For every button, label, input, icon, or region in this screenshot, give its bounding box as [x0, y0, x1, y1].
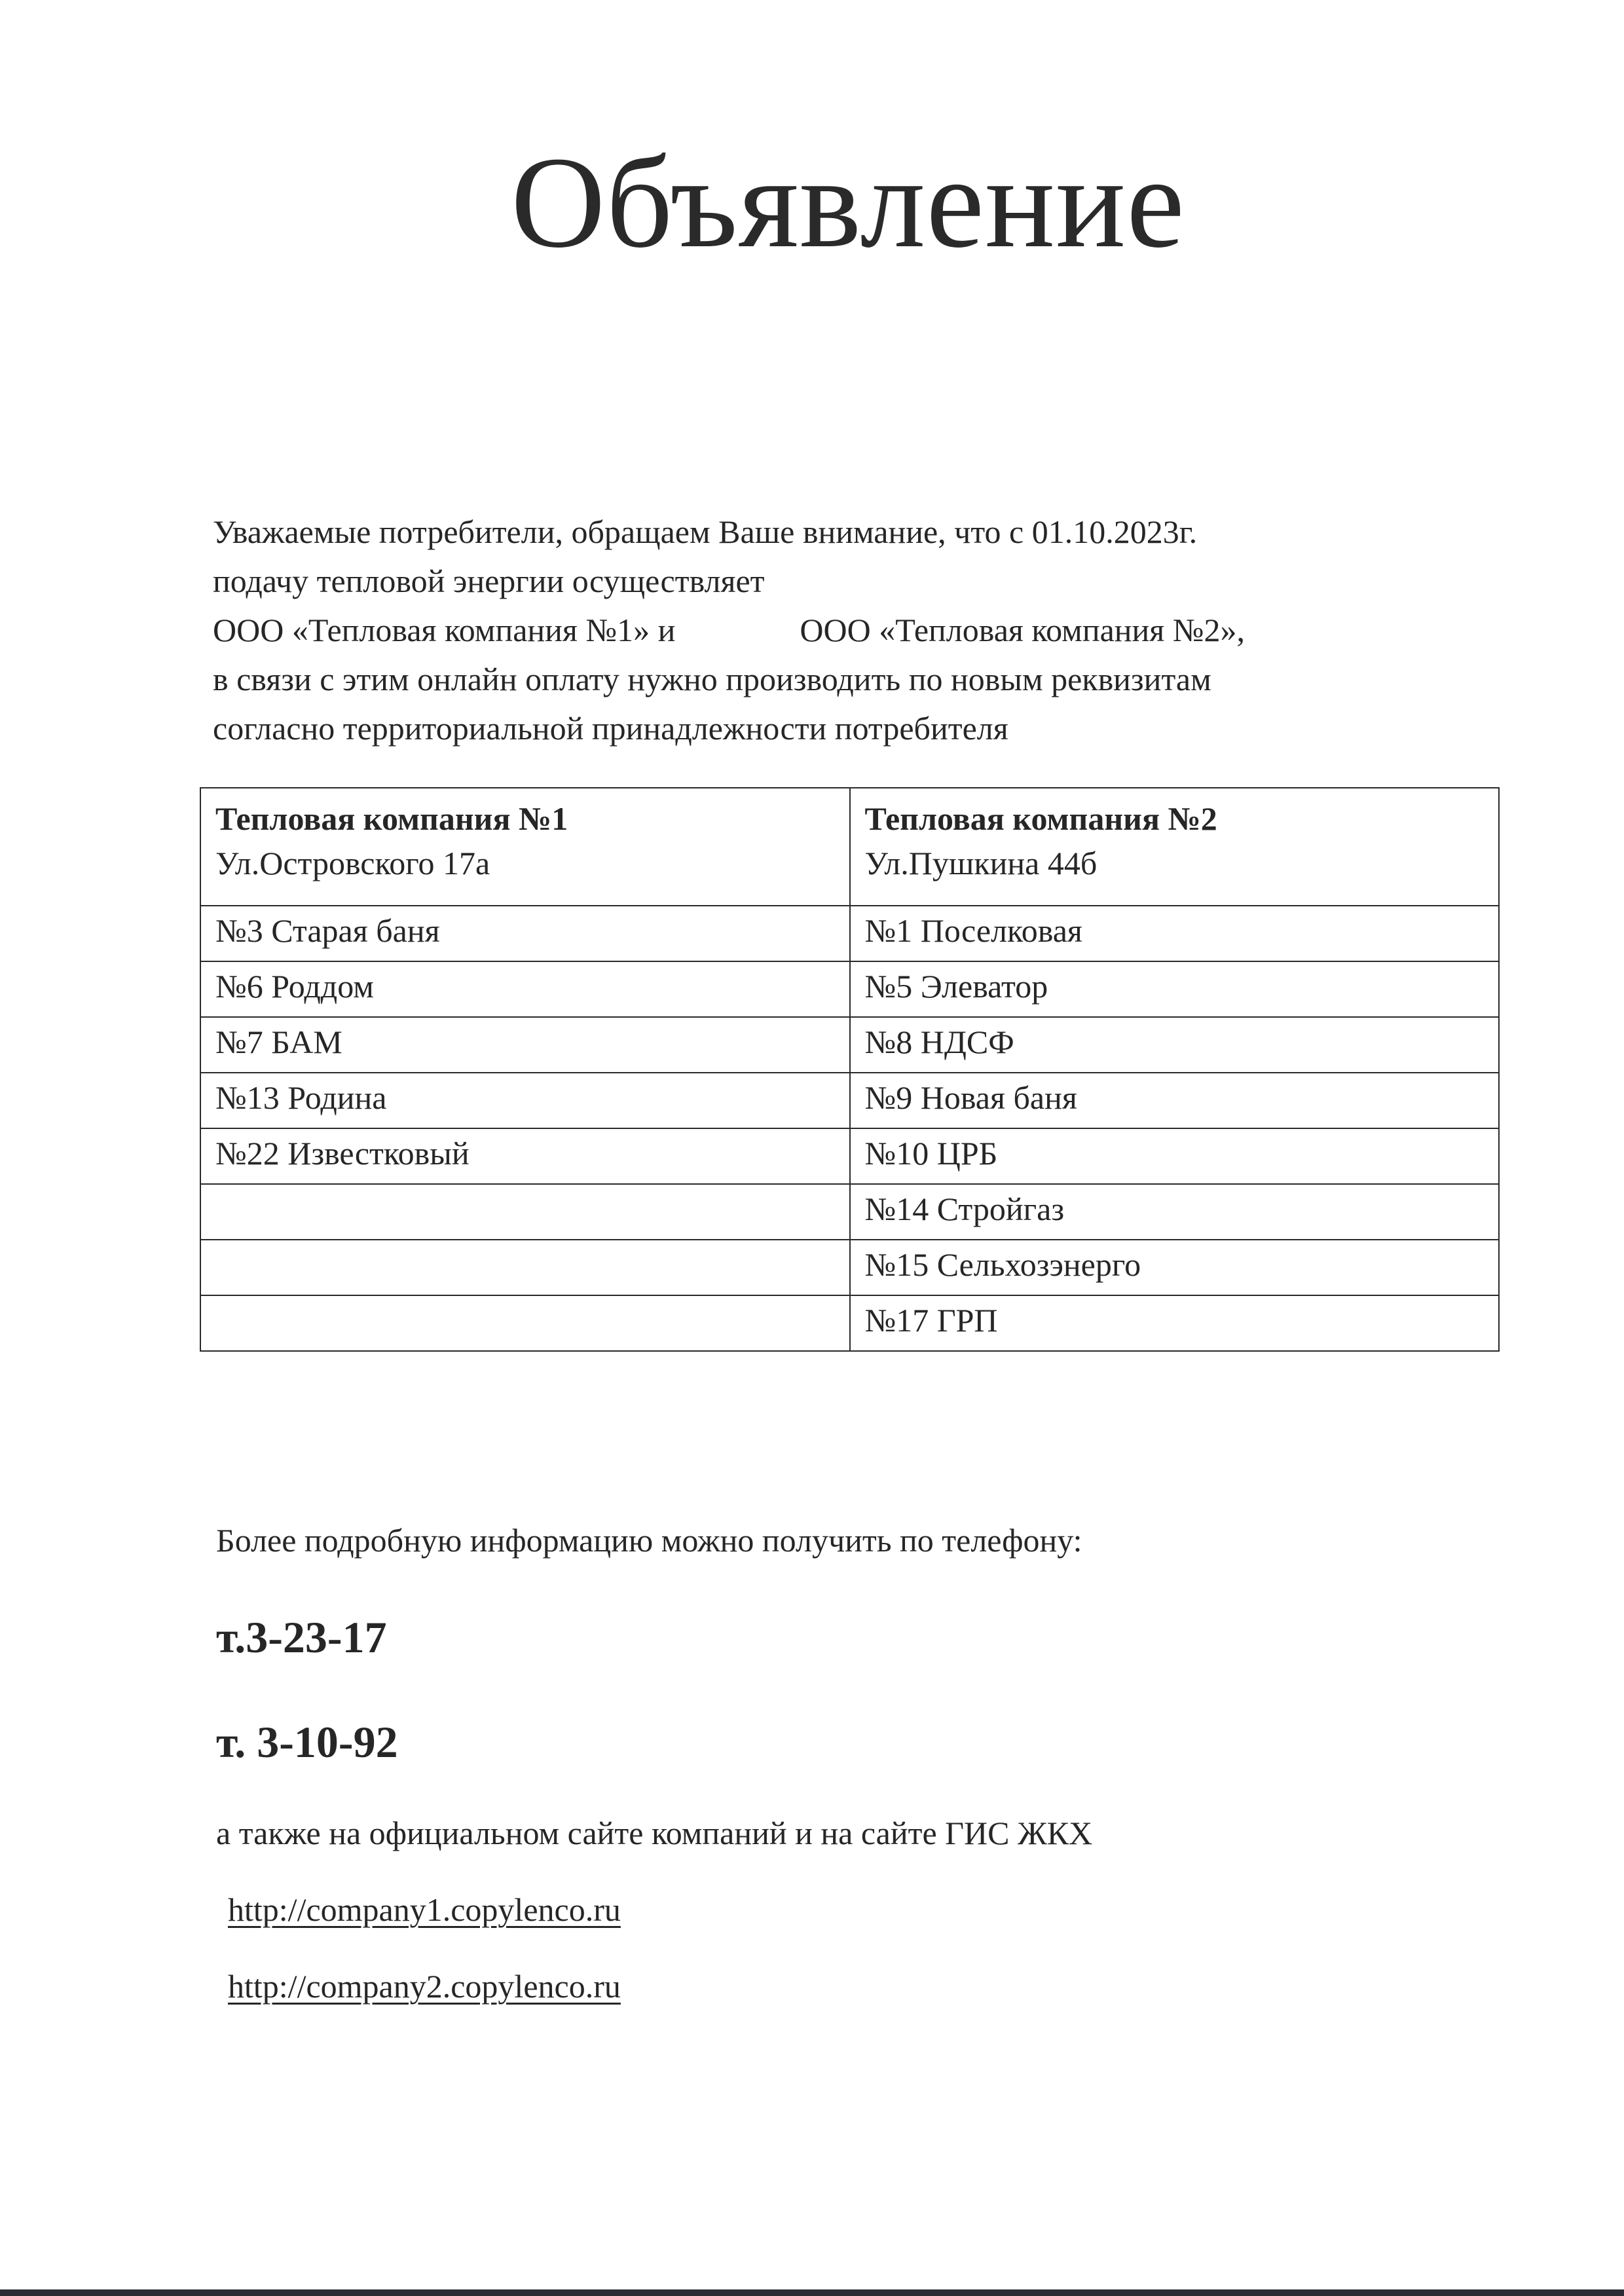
more-info-text: Более подробную информацию можно получить по телефону: [216, 1522, 1082, 1559]
scan-border [0, 2289, 1624, 2296]
phone-number: т.3-23-17 [216, 1612, 387, 1662]
table-cell: №5 Элеватор [850, 961, 1500, 1017]
table-cell: №15 Сельхозэнерго [850, 1240, 1500, 1295]
table-row [200, 1240, 1499, 1295]
company-name: Тепловая компания №2 [864, 800, 1217, 837]
table-cell [200, 1184, 850, 1240]
intro-line: согласно территориальной принадлежности потребителя [213, 710, 1008, 747]
table-row [200, 1184, 1499, 1240]
intro-companies-line [213, 606, 1522, 655]
table-cell: №6 Роддом [200, 961, 850, 1017]
intro-line: подачу тепловой энергии осуществляет [213, 563, 765, 599]
websites-text: а также на официальном сайте компаний и на сайте ГИС ЖКХ [216, 1815, 1093, 1851]
company-address: Ул.Пушкина 44б [864, 845, 1098, 881]
company-2-link[interactable]: http://company2.copylenco.ru [228, 1968, 621, 2005]
company-1-header [200, 788, 850, 906]
company-address: Ул.Островского 17а [215, 845, 490, 881]
table-cell: №14 Стройгаз [850, 1184, 1500, 1240]
company-2-header [850, 788, 1500, 906]
table-cell: №13 Родина [200, 1073, 850, 1128]
table-cell [200, 1240, 850, 1295]
table-cell: №7 БАМ [200, 1017, 850, 1073]
contacts-section [216, 1516, 1526, 2011]
company-1-link[interactable]: http://company1.copylenco.ru [228, 1891, 621, 1928]
table-cell: №1 Поселковая [850, 906, 1500, 961]
table-row [200, 906, 1499, 961]
table-cell: №8 НДСФ [850, 1017, 1500, 1073]
intro-company-2: ООО «Тепловая компания №2», [800, 612, 1245, 648]
table-row [200, 961, 1499, 1017]
table-cell: №10 ЦРБ [850, 1128, 1500, 1184]
table-row [200, 1017, 1499, 1073]
table-row [200, 1128, 1499, 1184]
intro-line: Уважаемые потребители, обращаем Ваше внимание, что с 01.10.2023г. [213, 513, 1198, 550]
intro-company-1: ООО «Тепловая компания №1» и [213, 612, 676, 648]
table-cell: №9 Новая баня [850, 1073, 1500, 1128]
table-cell: №22 Известковый [200, 1128, 850, 1184]
company-name: Тепловая компания №1 [215, 800, 568, 837]
intro-paragraph [213, 508, 1522, 753]
intro-line: в связи с этим онлайн оплату нужно производить по новым реквизитам [213, 661, 1211, 697]
table-cell [200, 1295, 850, 1351]
boiler-stations-table [200, 787, 1500, 1352]
table-cell: №3 Старая баня [200, 906, 850, 961]
table-row [200, 1295, 1499, 1351]
table-row [200, 1073, 1499, 1128]
phone-number: т. 3-10-92 [216, 1717, 398, 1767]
table-cell: №17 ГРП [850, 1295, 1500, 1351]
table-header-row [200, 788, 1499, 906]
document-title: Объявление [511, 130, 1185, 275]
